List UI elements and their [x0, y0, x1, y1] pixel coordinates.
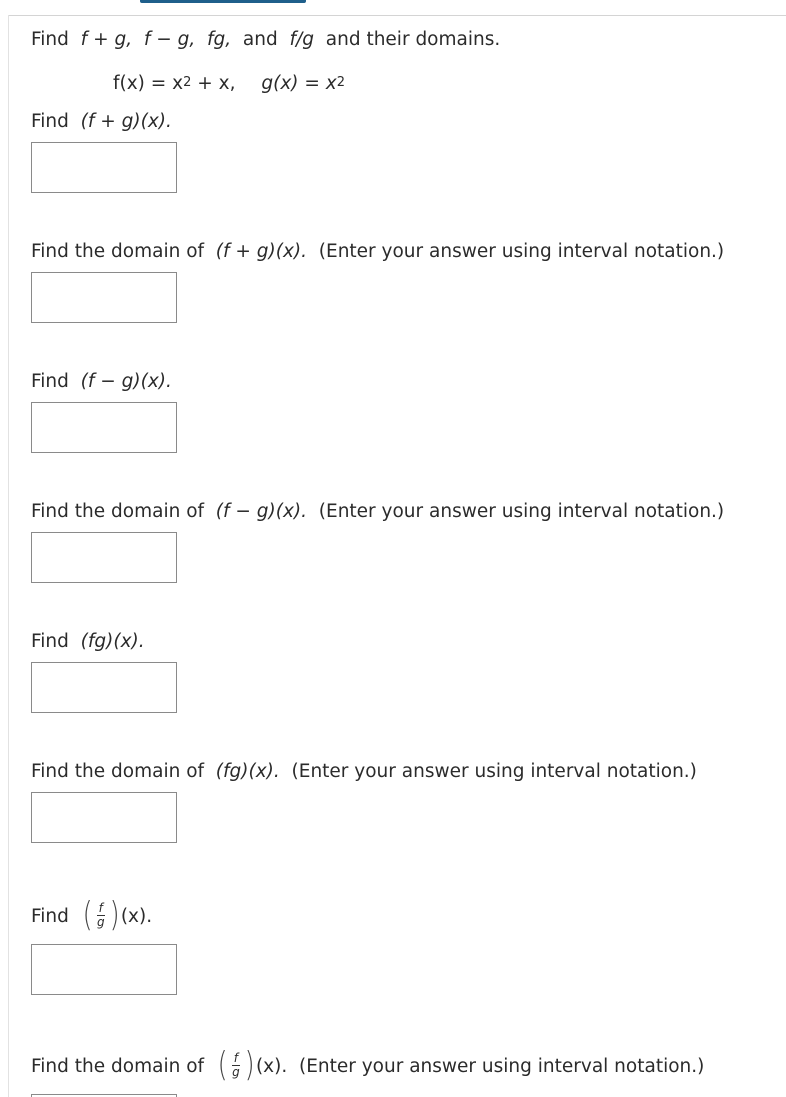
question-sum: Find (f + g)(x).: [31, 111, 172, 132]
question-domain-quotient: Find the domain of ( $\frac{f}{g}$ ) (x). (Enter your answer using interval notation.): [31, 1045, 705, 1085]
top-divider: [8, 15, 786, 16]
intro-find: Find: [31, 29, 69, 50]
answer-input-difference[interactable]: [31, 402, 177, 453]
answer-input-sum[interactable]: [31, 142, 177, 193]
answer-input-domain-difference[interactable]: [31, 532, 177, 583]
intro-sum: f + g,: [80, 29, 133, 50]
function-definitions: [113, 72, 345, 96]
answer-input-quotient[interactable]: [31, 944, 177, 995]
question-domain-difference: Find the domain of (f − g)(x). (Enter your answer using interval notation.): [31, 501, 725, 522]
active-tab-indicator: [140, 0, 306, 3]
g-definition: $g(x) = x^2$: [261, 73, 345, 94]
intro-quotient: f/g: [289, 29, 314, 50]
question-quotient: Find ( $\frac{f}{g}$ ) (x).: [31, 895, 153, 935]
problem-statement: [31, 28, 500, 52]
intro-suffix: and their domains.: [325, 29, 501, 50]
question-difference: Find (f − g)(x).: [31, 371, 172, 392]
intro-and: and: [242, 29, 278, 50]
question-domain-product: Find the domain of (fg)(x). (Enter your answer using interval notation.): [31, 761, 697, 782]
question-domain-sum: Find the domain of (f + g)(x). (Enter your answer using interval notation.): [31, 241, 725, 262]
fraction-f-over-g: ( $\frac{f}{g}$ ): [82, 895, 120, 935]
intro-difference: f − g,: [143, 29, 196, 50]
answer-input-domain-product[interactable]: [31, 792, 177, 843]
answer-input-domain-sum[interactable]: [31, 272, 177, 323]
answer-input-product[interactable]: [31, 662, 177, 713]
fraction-f-over-g-domain: ( $\frac{f}{g}$ ): [217, 1045, 255, 1085]
f-definition: $f(x) = x^2 + x$,: [113, 73, 236, 94]
left-border: [8, 15, 9, 1097]
intro-product: fg,: [207, 29, 232, 50]
question-product: Find (fg)(x).: [31, 631, 145, 652]
